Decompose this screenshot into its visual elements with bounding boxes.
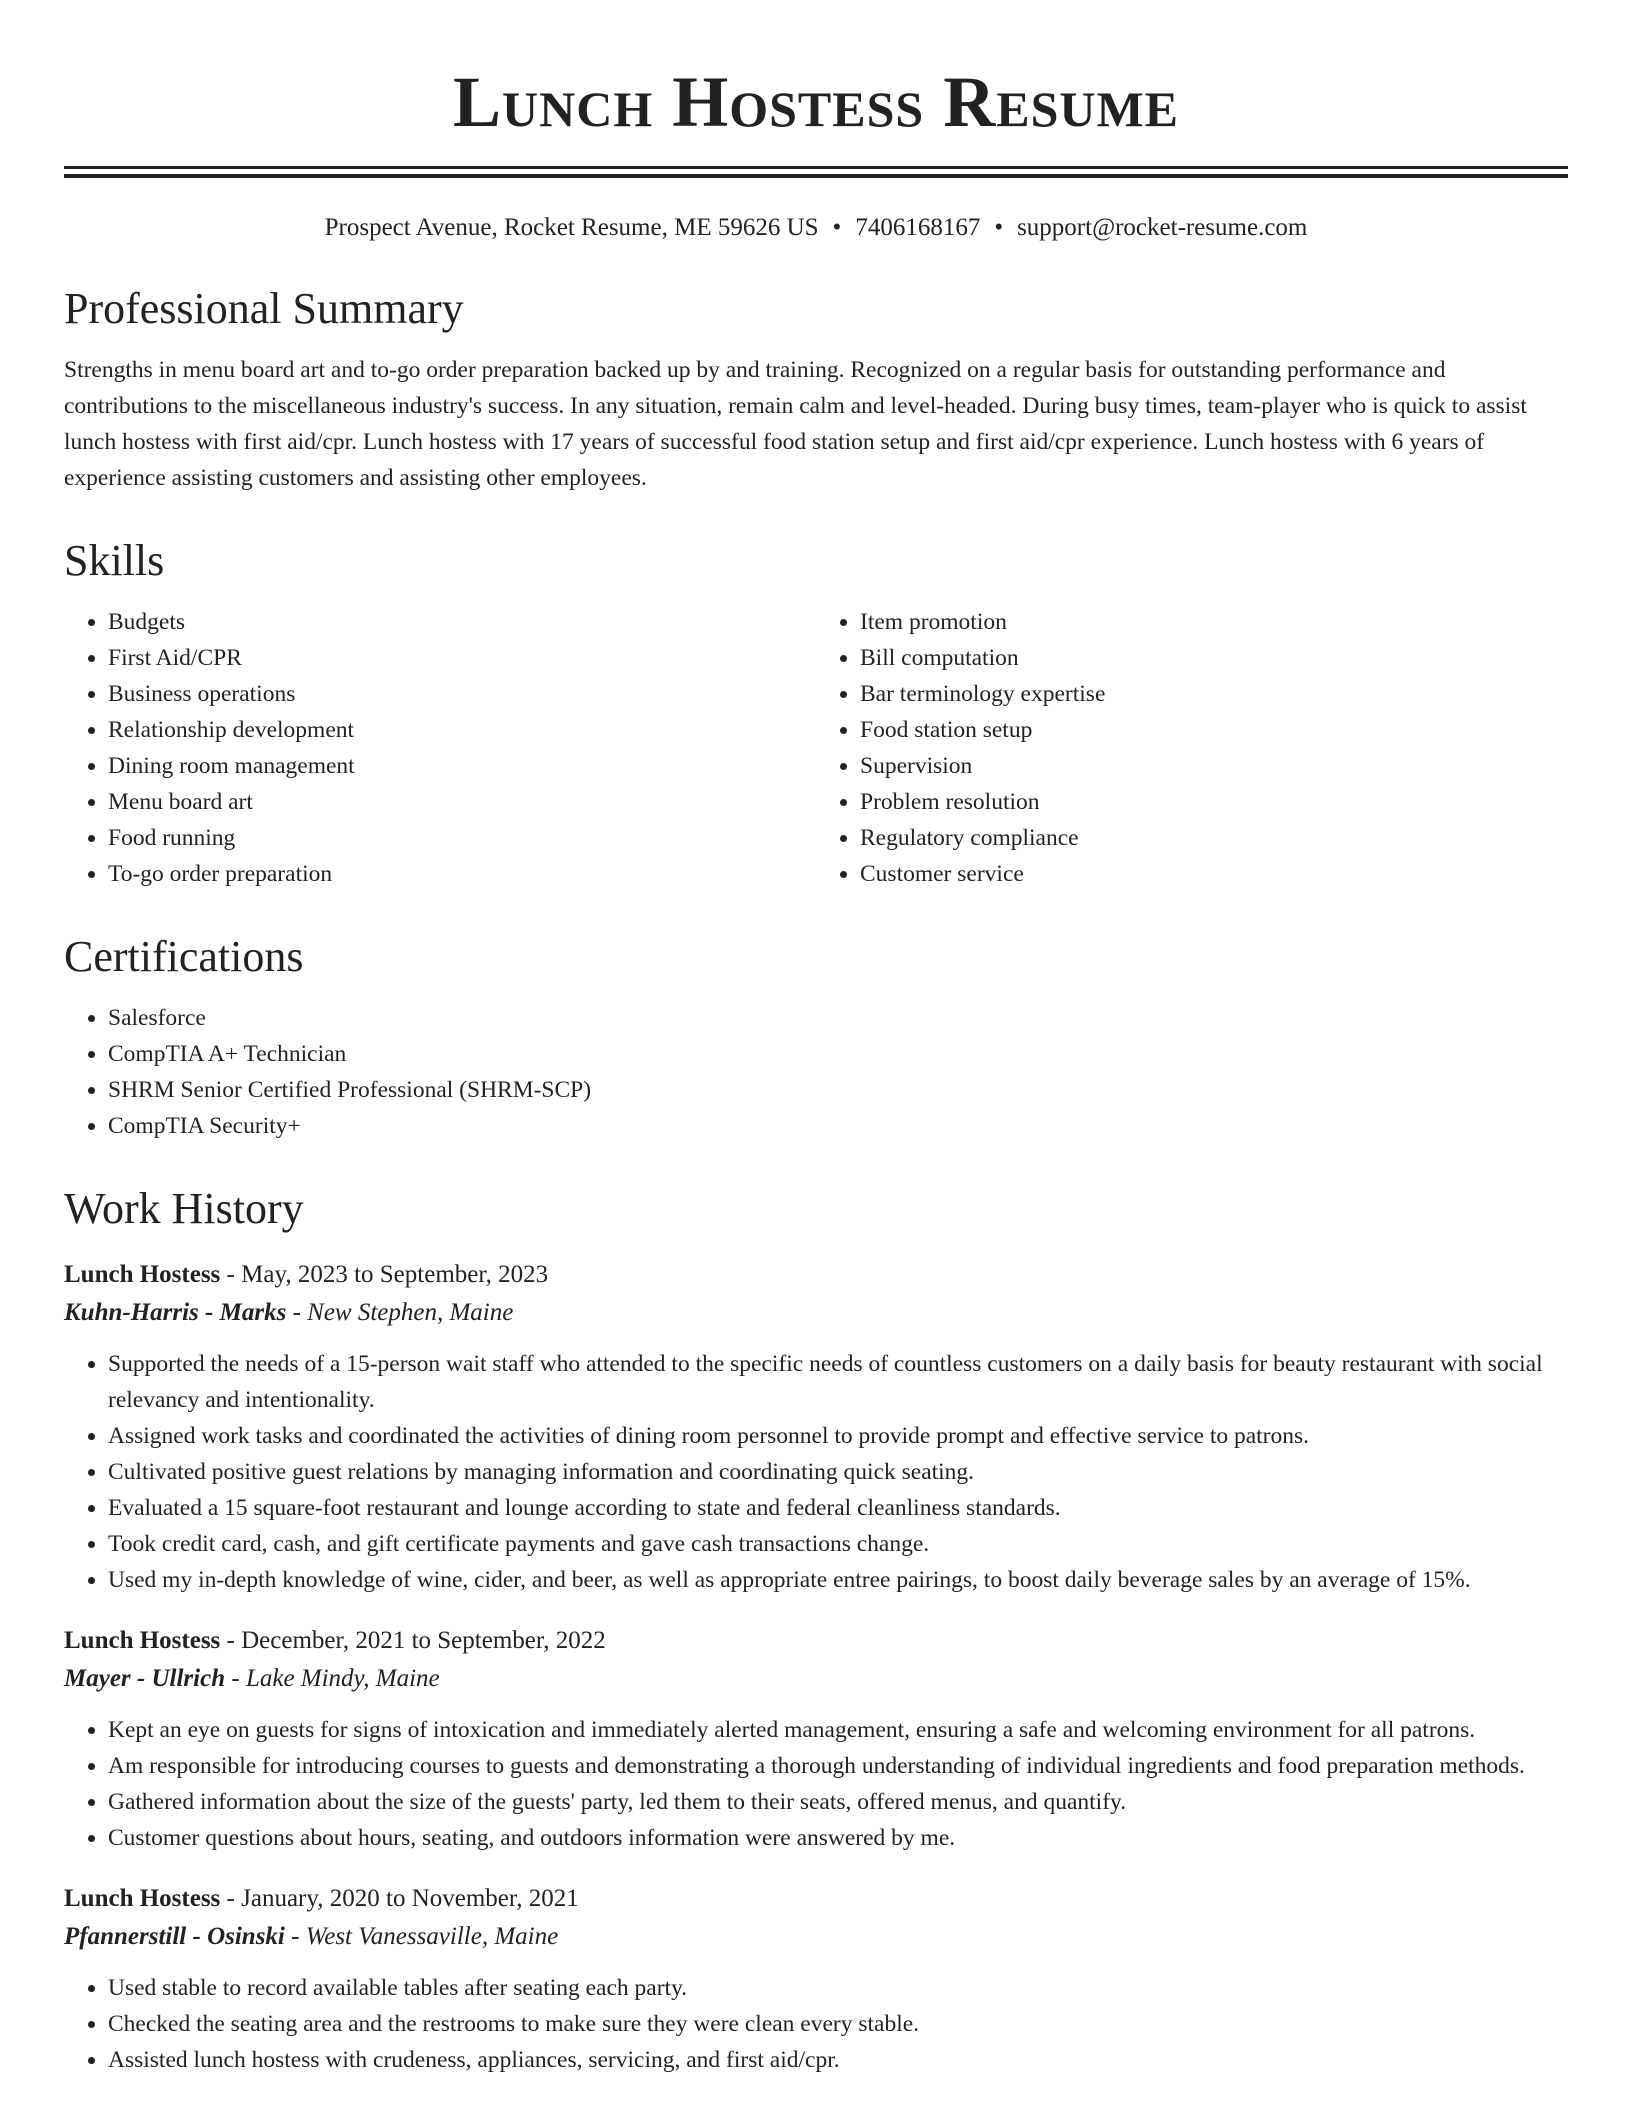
job-title: Lunch Hostess <box>64 1627 221 1654</box>
skills-heading: Skills <box>64 536 165 585</box>
certification-item: • SHRM Senior Certified Professional (SHRM-SCP) <box>108 1072 1568 1108</box>
job-location: New Stephen, Maine <box>307 1299 514 1326</box>
job-bullets <box>64 1712 1568 1856</box>
skill-item: • Menu board art <box>108 784 816 820</box>
job-bullet: • Assigned work tasks and coordinated the activities of dining room personnel to provide prompt and effective service to patrons. <box>108 1418 1568 1454</box>
job-entry <box>64 1622 1568 1856</box>
skill-item: • Dining room management <box>108 748 816 784</box>
skill-item: • Supervision <box>860 748 1568 784</box>
contact-address: Prospect Avenue, Rocket Resume, ME 59626 US <box>324 214 819 241</box>
job-company: Pfannerstill - Osinski <box>64 1923 285 1950</box>
contact-line <box>64 212 1568 244</box>
job-title-line: Lunch Hostess - January, 2020 to November, 2021 <box>64 1885 579 1912</box>
skill-item: • Item promotion <box>860 604 1568 640</box>
job-bullet: • Checked the seating area and the restrooms to make sure they were clean every stable. <box>108 2006 1568 2042</box>
job-bullet: • Took credit card, cash, and gift certificate payments and gave cash transactions change. <box>108 1526 1568 1562</box>
job-company: Kuhn-Harris - Marks <box>64 1299 287 1326</box>
skill-item: • Customer service <box>860 856 1568 892</box>
job-bullet: • Supported the needs of a 15-person wait staff who attended to the specific needs of countless customers on a daily basis for beauty restaurant with social relevancy and intentionality. <box>108 1346 1568 1418</box>
job-company: Mayer - Ullrich <box>64 1665 226 1692</box>
certification-item: • Salesforce <box>108 1000 1568 1036</box>
certifications-heading: Certifications <box>64 932 304 981</box>
title-divider <box>64 166 1568 178</box>
skill-item: • Problem resolution <box>860 784 1568 820</box>
job-bullet: • Gathered information about the size of the guests' party, led them to their seats, offered menus, and quantify. <box>108 1784 1568 1820</box>
skills-list-left <box>64 604 816 892</box>
job-bullet: • Am responsible for introducing courses to guests and demonstrating a thorough understanding of individual ingredients and food preparation methods. <box>108 1748 1568 1784</box>
job-company-line: Pfannerstill - Osinski - West Vanessaville, Maine <box>64 1923 559 1950</box>
job-entry <box>64 1256 1568 1598</box>
certifications-section <box>64 932 1568 1144</box>
skill-item: • Business operations <box>108 676 816 712</box>
job-bullet: • Kept an eye on guests for signs of intoxication and immediately alerted management, ensuring a safe and welcoming environment for all patrons. <box>108 1712 1568 1748</box>
skill-item: • Bill computation <box>860 640 1568 676</box>
skill-item: • Regulatory compliance <box>860 820 1568 856</box>
job-title-line: Lunch Hostess - December, 2021 to September, 2022 <box>64 1627 606 1654</box>
job-title-line: Lunch Hostess - May, 2023 to September, 2023 <box>64 1261 549 1288</box>
skill-item: • Relationship development <box>108 712 816 748</box>
summary-section <box>64 284 1568 496</box>
job-dates: December, 2021 to September, 2022 <box>241 1627 606 1654</box>
job-location: Lake Mindy, Maine <box>245 1665 440 1692</box>
contact-separator: • <box>832 214 842 241</box>
certifications-list <box>64 1000 1568 1144</box>
certification-item: • CompTIA A+ Technician <box>108 1036 1568 1072</box>
contact-separator: • <box>994 214 1004 241</box>
job-title: Lunch Hostess <box>64 1885 221 1912</box>
job-bullets <box>64 1346 1568 1598</box>
skills-section <box>64 536 1568 892</box>
job-title: Lunch Hostess <box>64 1261 221 1288</box>
skill-item: • Budgets <box>108 604 816 640</box>
contact-phone: 7406168167 <box>855 214 981 241</box>
job-company-line: Mayer - Ullrich - Lake Mindy, Maine <box>64 1665 440 1692</box>
job-bullet: • Cultivated positive guest relations by managing information and coordinating quick seating. <box>108 1454 1568 1490</box>
work-history-section <box>64 1184 1568 2078</box>
skill-item: • To-go order preparation <box>108 856 816 892</box>
job-bullet: • Used stable to record available tables after seating each party. <box>108 1970 1568 2006</box>
skill-item: • First Aid/CPR <box>108 640 816 676</box>
job-dates: May, 2023 to September, 2023 <box>241 1261 549 1288</box>
job-bullet: • Used my in-depth knowledge of wine, cider, and beer, as well as appropriate entree pairings, to boost daily beverage sales by an average of 15%. <box>108 1562 1568 1598</box>
certification-item: • CompTIA Security+ <box>108 1108 1568 1144</box>
job-location: West Vanessaville, Maine <box>305 1923 559 1950</box>
summary-heading: Professional Summary <box>64 284 464 333</box>
contact-email[interactable]: support@rocket-resume.com <box>1017 214 1308 241</box>
skill-item: • Food running <box>108 820 816 856</box>
job-bullet: • Evaluated a 15 square-foot restaurant and lounge according to state and federal cleanliness standards. <box>108 1490 1568 1526</box>
skill-item: • Bar terminology expertise <box>860 676 1568 712</box>
job-bullet: • Assisted lunch hostess with crudeness, appliances, servicing, and first aid/cpr. <box>108 2042 1568 2078</box>
skills-list-right <box>816 604 1568 892</box>
work-history-heading: Work History <box>64 1184 304 1233</box>
job-entry <box>64 1880 1568 2078</box>
resume-title: Lunch Hostess Resume <box>452 62 1180 142</box>
skill-item: • Food station setup <box>860 712 1568 748</box>
job-company-line: Kuhn-Harris - Marks - New Stephen, Maine <box>64 1299 514 1326</box>
job-bullets <box>64 1970 1568 2078</box>
job-bullet: • Customer questions about hours, seating, and outdoors information were answered by me. <box>108 1820 1568 1856</box>
job-dates: January, 2020 to November, 2021 <box>241 1885 579 1912</box>
summary-text: Strengths in menu board art and to-go order preparation backed up by and training. Recognized on a regular basis for outstanding performance and contributions to the miscellaneous industry's success. In any situation, remain calm and level-headed. During busy times, team-player who is quick to assist lunch hostess with first aid/cpr. Lunch hostess with 17 years of successful food station setup and first aid/cpr experience. Lunch hostess with 6 years of experience assisting customers and assisting other employees. <box>64 357 1527 491</box>
skills-columns <box>64 604 1568 892</box>
